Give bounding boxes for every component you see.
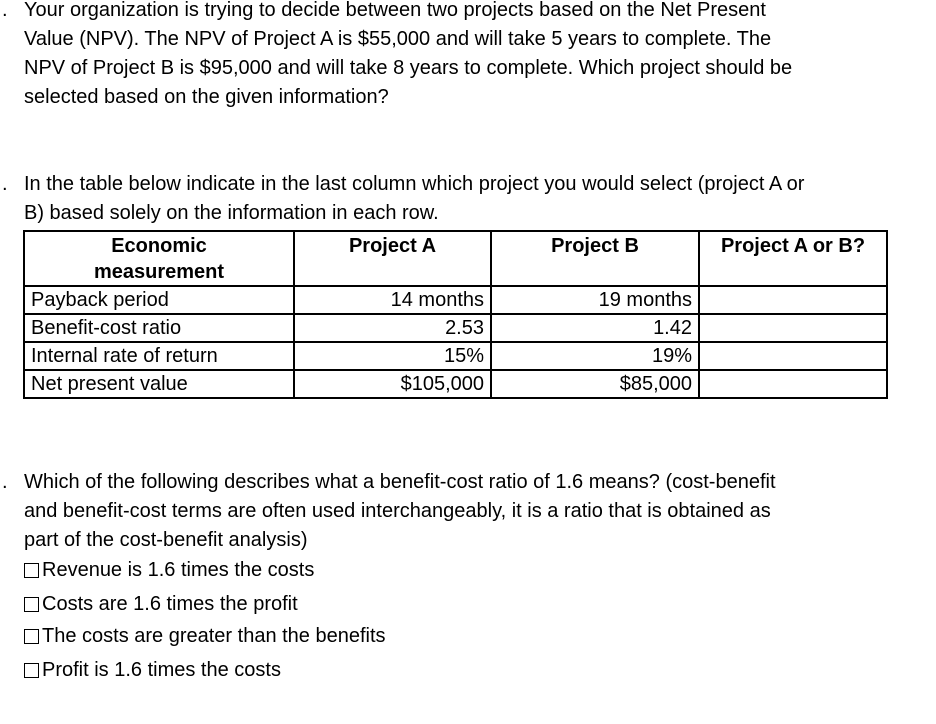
project-a-cell: $105,000: [294, 370, 491, 398]
question-1-text: [24, 0, 904, 112]
project-b-cell: 1.42: [491, 314, 699, 342]
question-3-marker: .: [2, 471, 8, 493]
selection-cell[interactable]: [699, 370, 887, 398]
checkbox-icon[interactable]: [24, 563, 39, 578]
question-2-text: [24, 170, 904, 228]
table-header-row: [24, 231, 887, 286]
answer-option-label: Costs are 1.6 times the profit: [42, 593, 298, 615]
header-selection: Project A or B?: [699, 231, 887, 286]
checkbox-icon[interactable]: [24, 629, 39, 644]
header-project-a: Project A: [294, 231, 491, 286]
project-b-cell: 19%: [491, 342, 699, 370]
answer-option[interactable]: [24, 658, 281, 682]
table-row: [24, 286, 887, 314]
checkbox-icon[interactable]: [24, 597, 39, 612]
checkbox-icon[interactable]: [24, 663, 39, 678]
answer-option[interactable]: [24, 558, 314, 582]
question-3-line: part of the cost-benefit analysis): [24, 529, 308, 551]
measure-cell: Internal rate of return: [24, 342, 294, 370]
question-1-line: Value (NPV). The NPV of Project A is $55,000 and will take 5 years to complete. The: [24, 28, 772, 50]
header-project-b: Project B: [491, 231, 699, 286]
question-1-line: NPV of Project B is $95,000 and will take 8 years to complete. Which project should be: [24, 57, 793, 79]
measure-cell: Payback period: [24, 286, 294, 314]
project-b-cell: $85,000: [491, 370, 699, 398]
table-row: [24, 370, 887, 398]
measure-cell: Net present value: [24, 370, 294, 398]
header-measurement-line: measurement: [93, 261, 225, 283]
selection-cell[interactable]: [699, 286, 887, 314]
header-economic-line: Economic: [111, 235, 207, 257]
answer-option-label: Revenue is 1.6 times the costs: [42, 559, 315, 581]
question-2-line: In the table below indicate in the last column which project you would select (project A or: [24, 173, 805, 195]
comparison-table: [23, 230, 888, 399]
table-row: [24, 342, 887, 370]
question-3-text: [24, 468, 904, 555]
question-1-line: selected based on the given information?: [24, 86, 389, 108]
question-3-line: Which of the following describes what a benefit-cost ratio of 1.6 means? (cost-benefit: [24, 471, 776, 493]
answer-option[interactable]: [24, 624, 386, 648]
question-2-marker: .: [2, 173, 8, 195]
table-row: [24, 314, 887, 342]
project-a-cell: 15%: [294, 342, 491, 370]
question-1-marker: .: [2, 0, 8, 21]
answer-option-label: Profit is 1.6 times the costs: [42, 659, 281, 681]
selection-cell[interactable]: [699, 314, 887, 342]
project-a-cell: 2.53: [294, 314, 491, 342]
question-2-line: B) based solely on the information in each row.: [24, 202, 439, 224]
header-economic-measurement: [24, 231, 294, 286]
question-3-line: and benefit-cost terms are often used interchangeably, it is a ratio that is obtained as: [24, 500, 771, 522]
answer-option[interactable]: [24, 592, 298, 616]
project-b-cell: 19 months: [491, 286, 699, 314]
measure-cell: Benefit-cost ratio: [24, 314, 294, 342]
project-a-cell: 14 months: [294, 286, 491, 314]
selection-cell[interactable]: [699, 342, 887, 370]
question-1-line: Your organization is trying to decide between two projects based on the Net Present: [24, 0, 766, 21]
answer-option-label: The costs are greater than the benefits: [42, 625, 386, 647]
